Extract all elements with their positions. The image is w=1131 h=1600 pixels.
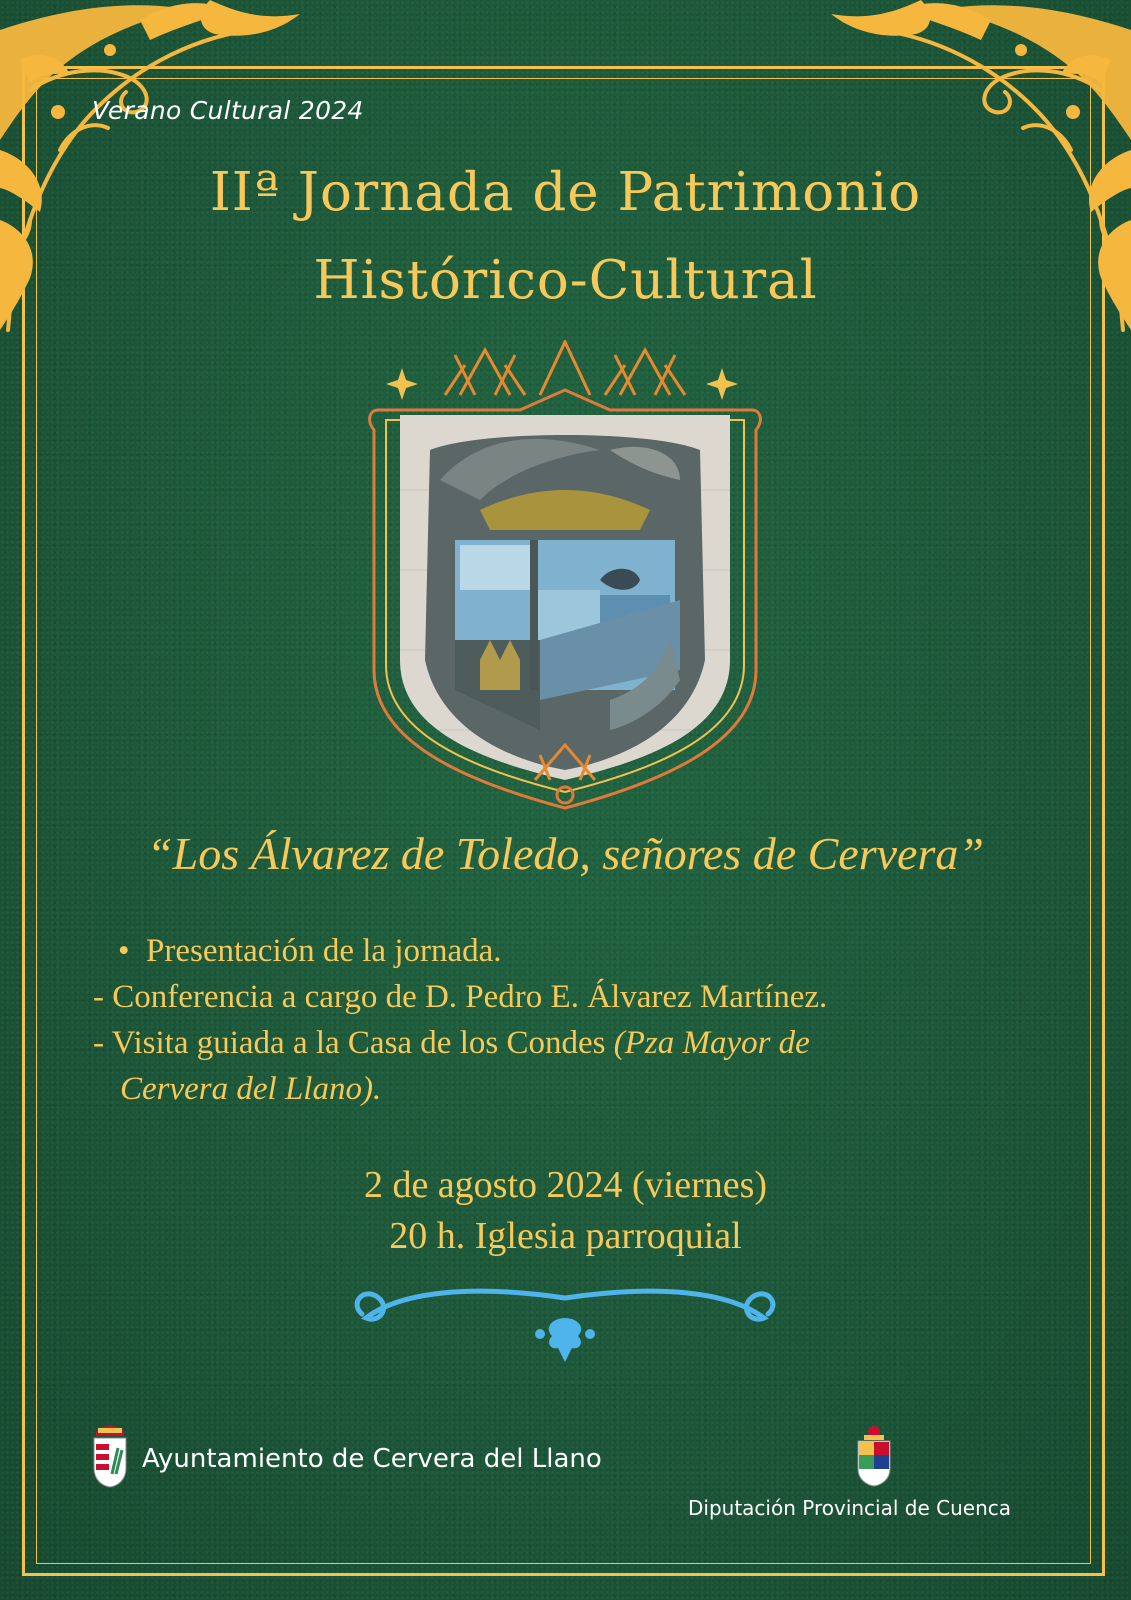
event-time-place: 20 h. Iglesia parroquial (389, 1215, 742, 1257)
series-label: Verano Cultural 2024 (92, 96, 364, 125)
program-item-visit-place-cont: Cervera del Llano). (120, 1071, 382, 1107)
subtitle-quote: “Los Álvarez de Toledo, señores de Cervera” (147, 828, 984, 879)
program-item-visit-text: - Visita guiada a la Casa de los Condes (93, 1025, 614, 1061)
event-date: 2 de agosto 2024 (viernes) (363, 1164, 768, 1206)
program-item-conference: - Conferencia a cargo de D. Pedro E. Álvarez Martínez. (93, 979, 828, 1015)
page-title-line-2: Histórico-Cultural (313, 250, 818, 311)
organizer-right: Diputación Provincial de Cuenca (688, 1496, 1011, 1520)
bullet-icon: • (118, 933, 130, 969)
program-item-presentation (118, 928, 502, 974)
coat-of-arms-image (360, 340, 770, 820)
page-title-line-1: IIª Jornada de Patrimonio (209, 162, 922, 223)
program-item-visit-cont (120, 1066, 381, 1112)
diputacion-shield-icon (855, 1425, 893, 1487)
program-item-visit-place: (Pza Mayor de (613, 1025, 810, 1061)
flourish-divider (340, 1284, 790, 1374)
program-item-text: Presentación de la jornada. (146, 933, 502, 969)
program-item-visit (93, 1020, 810, 1066)
organizer-left: Ayuntamiento de Cervera del Llano (142, 1444, 602, 1474)
municipal-shield-icon (90, 1424, 130, 1488)
